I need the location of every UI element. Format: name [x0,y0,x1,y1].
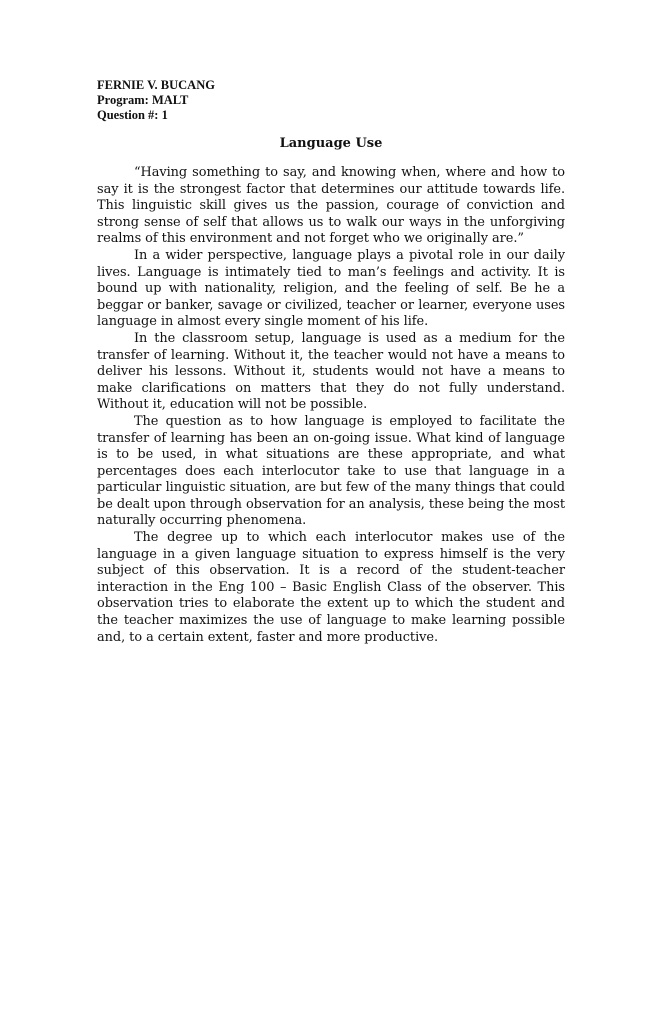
document-body [97,165,565,646]
paragraph-3: In the classroom setup, language is used as a medium for the transfer of learning. Without it, the teacher would not have a means to deliver his lessons. Without it, students would not have a means to make clarifications on matters that they do not fully understand. Without it, education will not be possible. [97,330,565,413]
document-title: Language Use [279,136,383,151]
program-label: Program: MALT [97,93,189,107]
paragraph-4: The question as to how language is employed to facilitate the transfer of learning has been an on-going issue. What kind of language is to be used, in what situations are these appropriate, and what percentages does each interlocutor take to use that language in a particular linguistic situation, are but few of the many things that could be dealt upon through observation for an analysis, these being the most naturally occurring phenomena. [97,413,565,529]
paragraph-1: “Having something to say, and knowing when, where and how to say it is the strongest factor that determines our attitude towards life. This linguistic skill gives us the passion, courage of conviction and strong sense of self that allows us to walk our ways in the unforgiving realms of this environment and not forget who we originally are.” [97,165,565,247]
paragraph-2: In a wider perspective, language plays a pivotal role in our daily lives. Language is intimately tied to man’s feelings and activity. It is bound up with nationality, religion, and the feeling of self. Be he a beggar or banker, savage or civilized, teacher or learner, everyone uses language in almost every single moment of his life. [97,247,565,330]
author-name: FERNIE V. BUCANG [97,78,215,92]
document-header [97,78,565,123]
document-page [97,78,565,646]
paragraph-5: The degree up to which each interlocutor makes use of the language in a given language situation to express himself is the very subject of this observation. It is a record of the student-teacher interaction in the Eng 100 – Basic English Class of the observer. This observation tries to elaborate the extent up to which the student and the teacher maximizes the use of language to make learning possible and, to a certain extent, faster and more productive. [97,530,565,645]
question-number: Question #: 1 [97,108,168,122]
